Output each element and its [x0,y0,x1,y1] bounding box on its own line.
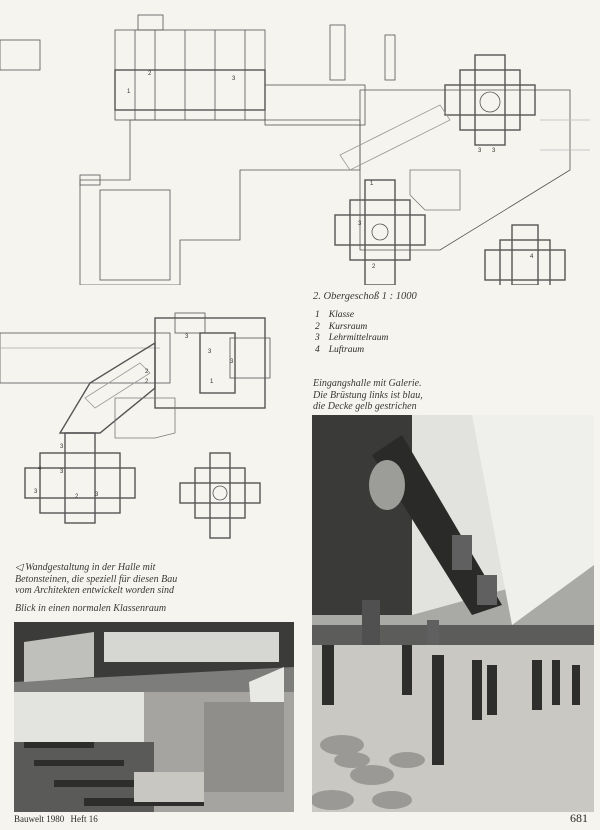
room-number: 3 [478,148,482,154]
room-number: 3 [185,334,189,340]
legend-number: 2 [315,321,320,332]
room-number: 2 [75,494,79,500]
legend-item [315,310,388,322]
room-number: 3 [60,444,64,450]
legend-number: 4 [315,344,320,355]
legend-item [315,345,388,357]
plan-upper-title: 2. Obergeschoß 1 : 1000 [313,291,417,302]
room-number: 3 [34,489,38,495]
caption-wall-text: Wandgestaltung in der Halle mit Betonsteinen, die speziell für diesen Bau vom Architekten entwickelt worden sind [15,562,178,596]
room-number: 3 [95,492,99,498]
legend-item [315,333,388,345]
plan-legend [315,310,388,356]
room-number: 3 [492,148,496,154]
classroom-photo [14,622,294,812]
legend-label: Lehrmittelraum [328,333,389,343]
legend-label: Kursraum [328,321,368,332]
legend-label: Luftraum [328,344,365,355]
room-number: 2 [145,369,149,375]
room-number: 1 [370,181,374,187]
caption-wall [15,562,193,597]
room-number: 1 [210,379,214,385]
legend-number: 3 [315,333,320,343]
floor-plan-lower [0,288,310,550]
caption-hall: Eingangshalle mit Galerie. Die Brüstung links ist blau, die Decke gelb gestrichen [313,378,423,412]
legend-number: 1 [315,310,320,320]
footer-issue: Heft 16 [70,814,98,824]
room-number: 4 [38,466,42,472]
room-number: 3 [208,349,212,355]
room-number: 3 [60,469,64,475]
caption-arrow: ◁ [15,562,23,573]
legend-item [315,322,388,334]
room-number: 1 [127,89,131,95]
entrance-hall-photo [312,415,594,812]
room-number: 3 [230,359,234,365]
legend-label: Klasse [328,310,355,320]
room-number: 2 [148,71,152,77]
room-number: 3 [232,76,236,82]
floor-plan-upper [0,10,600,285]
caption-classroom: Blick in einen normalen Klassenraum [15,603,167,614]
room-number: 2 [145,379,149,385]
footer-publication: Bauwelt 1980 [14,814,65,824]
room-number: 3 [358,221,362,227]
footer [14,814,98,824]
room-number: 2 [372,264,376,270]
room-number: 4 [530,254,534,260]
page-number: 681 [570,811,588,825]
